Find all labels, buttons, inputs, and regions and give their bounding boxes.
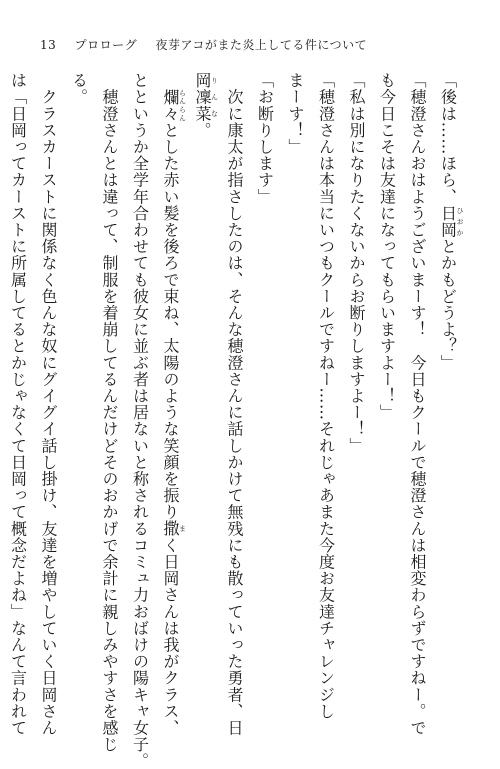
text-line-12: 穂澄さんとは違って、制服を着崩してるんだけどそのおかげで余計に親しみやすさを感じ [100,72,119,753]
text-line-8: 次に康太が指さしたのは、そんな穂澄さんに話しかけて無残にも散っていった勇者、日 [225,72,244,736]
text-line-6: まーす！」 [286,72,305,155]
text-line-9: 岡凜菜りんな。 [193,72,219,139]
text-line-1: 「後は……ほら、日岡ひおかとかもどうよ？」 [438,72,464,371]
text-line-11: とというか全学年合わせても彼女に並ぶ者は居ないと称されるコミュ力おばけの陽キャ女子。 [130,72,150,769]
text-line-14: クラスカーストに関係なく色んな奴にグイグイ話し掛け、友達を増やしていく日岡さん [39,72,58,736]
text-line-2: 「穂澄さんおはようございまーす！ 今日もクールで穂澄さんは相変わらずですねー。で [408,72,427,736]
book-title: 夜芽アコがまた炎上してる件について [155,38,368,52]
ruby-ranran: 爛々らんらん [161,88,187,122]
ruby-hioka: 日岡ひおか [438,204,464,239]
page-number: 13 [40,38,57,52]
text-line-10: 爛々らんらんとした赤い髪を後ろで束ね、太陽のような笑顔を振り撒まく日岡さんは我がクラス、 [161,88,187,737]
text-line-15: は「日岡ってカーストに所属してるとかじゃなくて日岡って概念だよね」なんて言われて [8,72,28,736]
running-header [40,36,367,53]
ruby-rinna: 岡凜菜りんな [193,72,219,122]
ruby-ma: 撒ま [161,520,187,537]
text-line-3: も今日こそは友達になってもらいますよー！」 [377,72,397,421]
text-line-4: 「私は別になりたくないからお断りしますよー！」 [347,72,366,454]
text-line-7: 「お断りします」 [255,72,275,205]
text-line-16 [0,72,2,672]
text-line-13: る。 [69,72,89,106]
vertical-body-text [8,72,464,769]
chapter-label: プロローグ [74,38,138,52]
text-line-5: 「穂澄さんは本当にいつもクールですねー……それじゃあまた今度お友達チャレンジし [316,72,336,720]
